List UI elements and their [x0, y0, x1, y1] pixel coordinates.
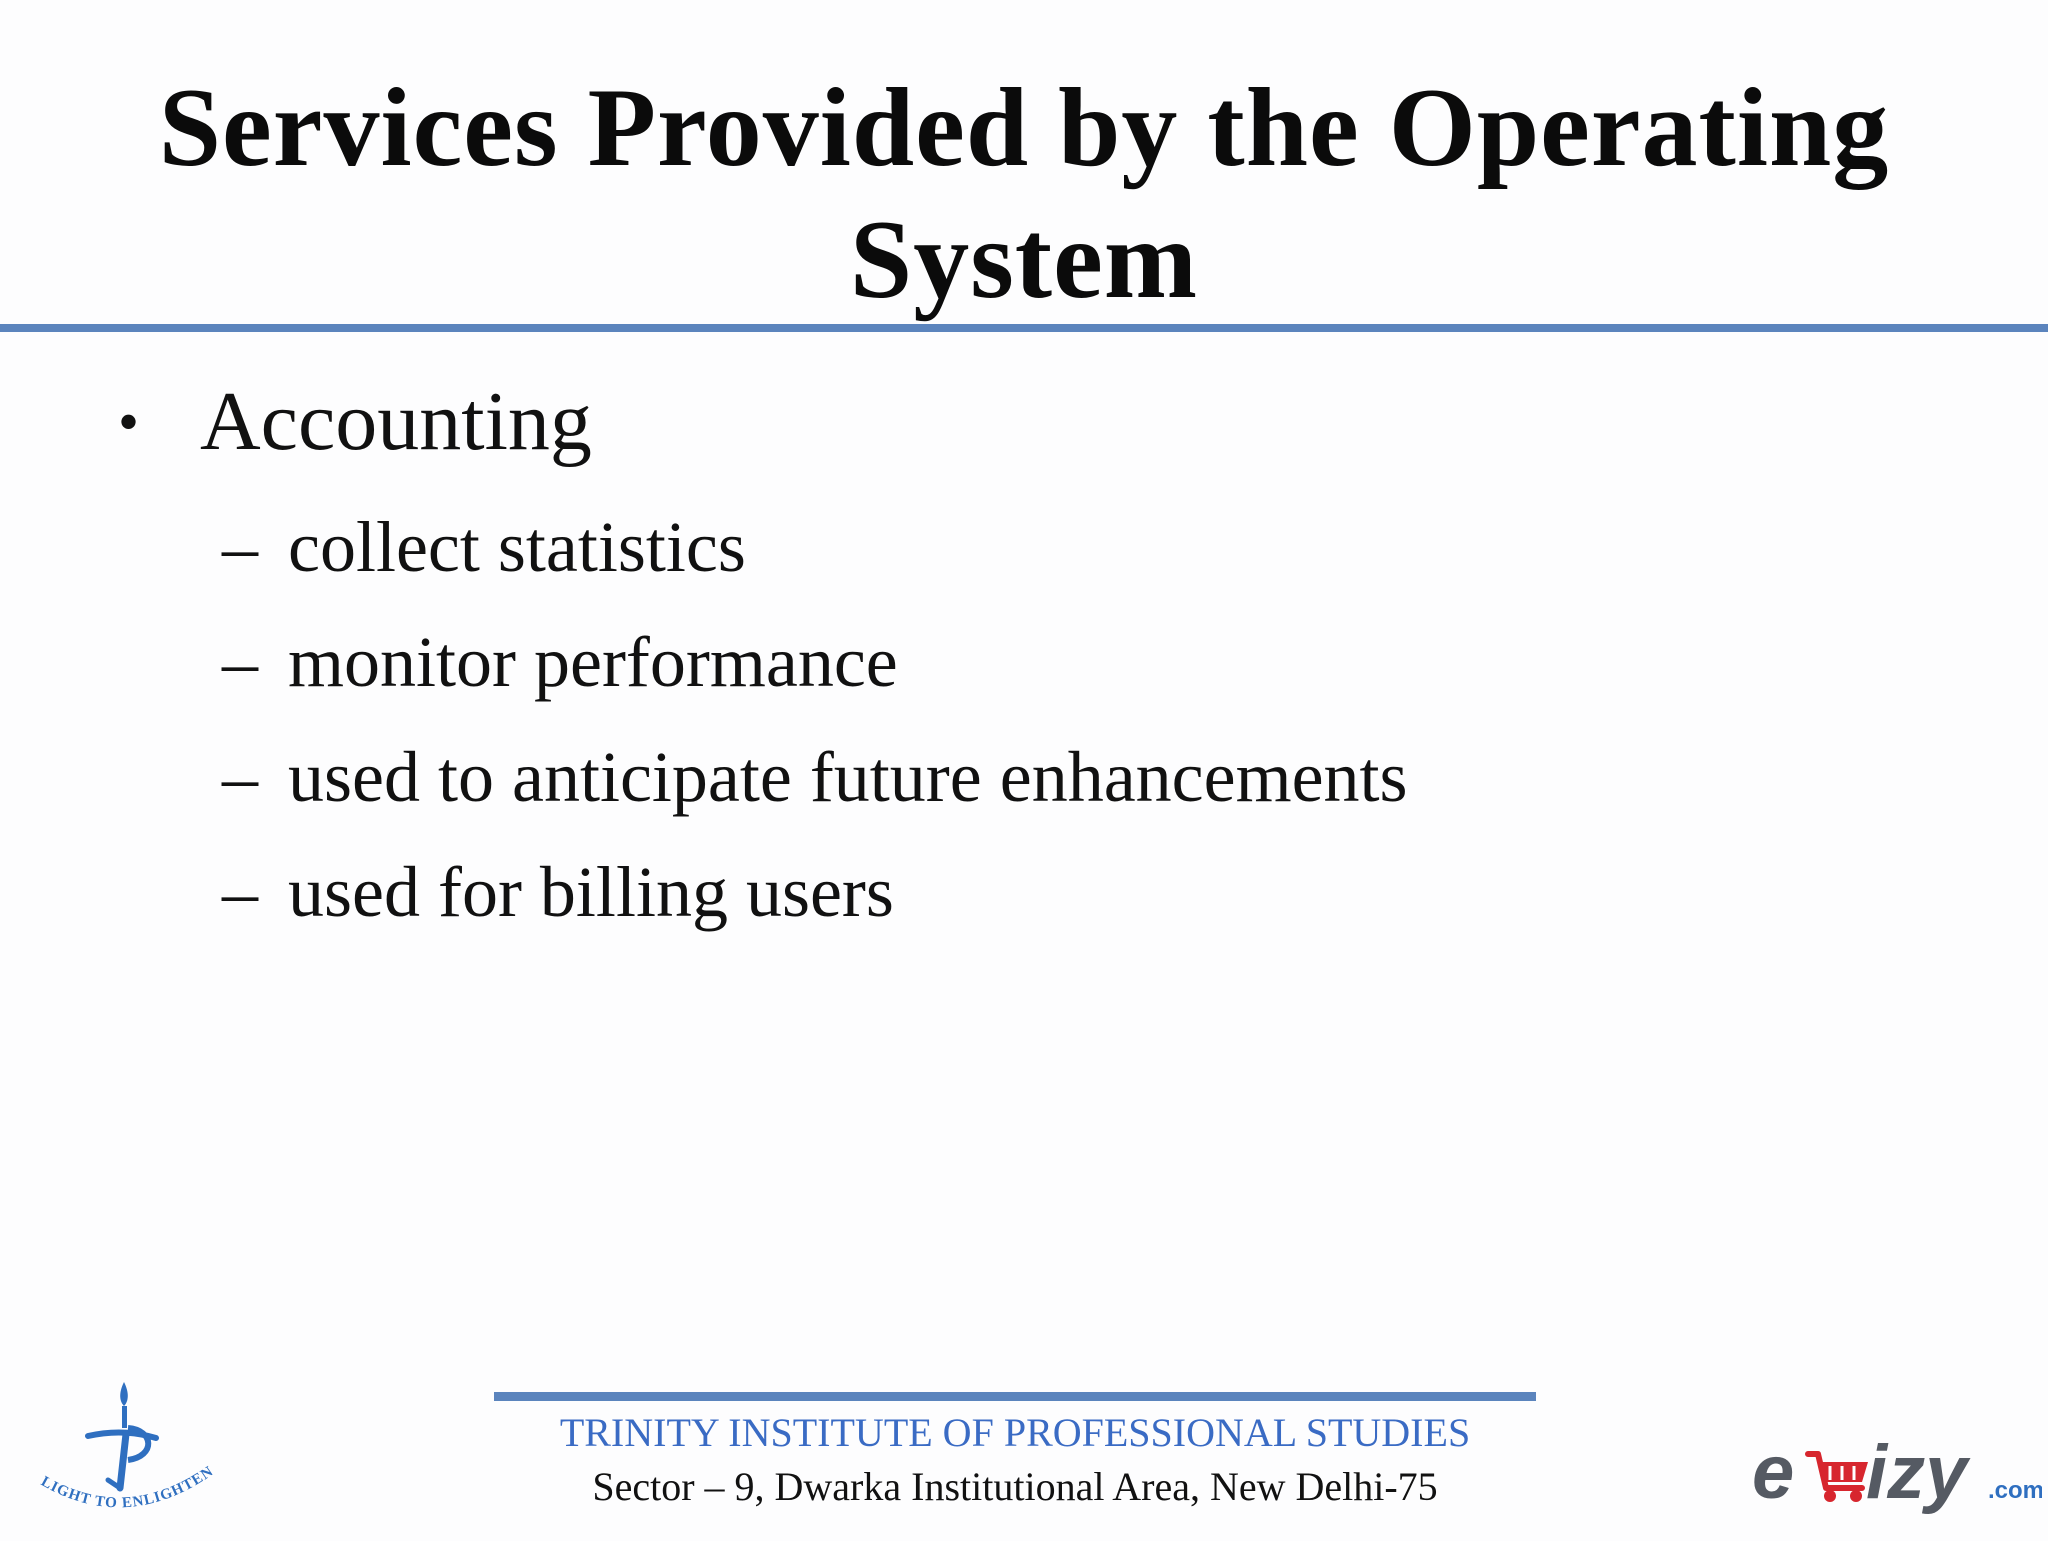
sub-item-dash: –: [222, 507, 258, 587]
shopping-cart-icon: [1808, 1454, 1868, 1502]
sub-item: [222, 617, 898, 707]
sub-item: [222, 732, 1408, 822]
footer-address: Sector – 9, Dwarka Institutional Area, New Delhi-75: [592, 1464, 1438, 1509]
sub-item-text: collect statistics: [288, 507, 746, 587]
brand-logo-e: e: [1752, 1432, 1795, 1515]
bullet-dot: •: [118, 389, 140, 455]
sub-item-dash: –: [222, 622, 258, 702]
brand-logo: [1752, 1432, 2042, 1522]
footer-divider: [494, 1392, 1536, 1401]
logo-motto: LIGHT TO ENLIGHTEN: [38, 1463, 217, 1512]
slide-title-line-1: Services Provided by the Operating: [158, 66, 1890, 190]
footer-institute-name: TRINITY INSTITUTE OF PROFESSIONAL STUDIES: [559, 1410, 1471, 1455]
lamp-figure-icon: [28, 1376, 228, 1536]
slide-title-line-2: System: [849, 198, 1199, 322]
sub-item-dash: –: [222, 852, 258, 932]
sub-item: [222, 502, 746, 592]
institute-logo: [28, 1376, 228, 1536]
brand-logo-izy: izy: [1866, 1432, 1968, 1515]
sub-item-text: used for billing users: [288, 852, 894, 932]
sub-item-dash: –: [222, 737, 258, 817]
eduzy-logo: [1752, 1432, 2042, 1522]
bullet-item-accounting: [118, 372, 592, 472]
sub-item-text: used to anticipate future enhancements: [288, 737, 1408, 817]
sub-item-text: monitor performance: [288, 622, 898, 702]
sub-item: [222, 847, 894, 937]
bullet-label: Accounting: [200, 375, 592, 468]
brand-logo-suffix: .com: [1988, 1477, 2042, 1504]
